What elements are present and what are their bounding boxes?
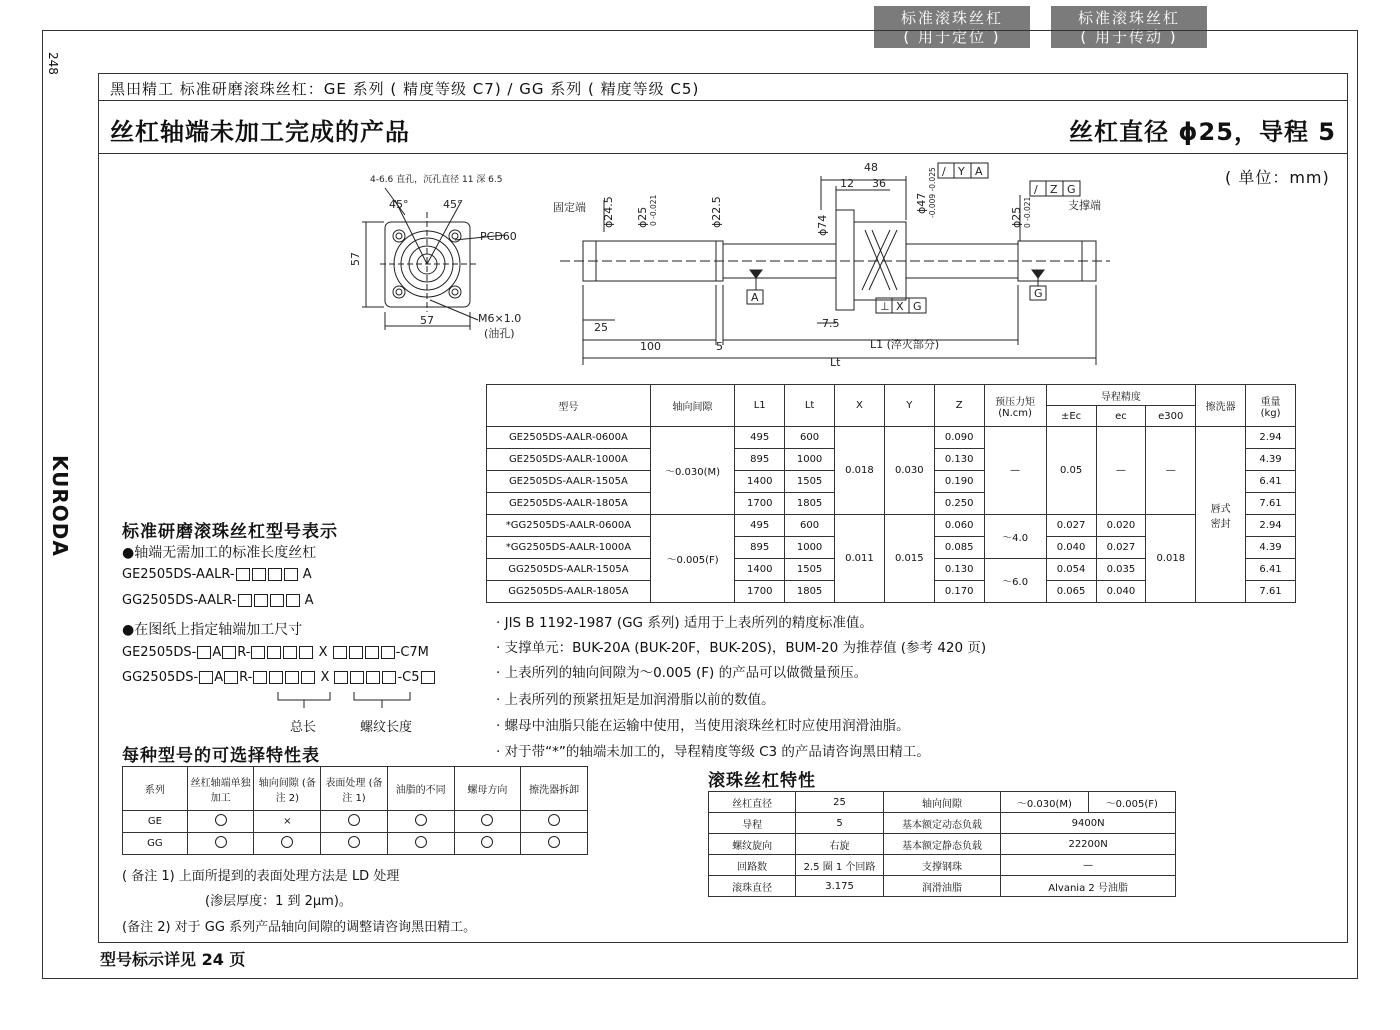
features-title: 滚珠丝杠特性 (708, 771, 816, 791)
oil-hole-label: M6×1.0 (478, 312, 522, 325)
remark: ( 备注 1) 上面所提到的表面处理方法是 LD 处理 (122, 869, 400, 884)
tolerance-label: 0 -0.021 (1023, 196, 1032, 228)
page-number: 248 (46, 52, 60, 75)
table-row: *GG2505DS-AALR-1000A 895 1000 0.085 0.040 0.027 4.39 (487, 537, 1296, 559)
tab-transmission-line1: 标准滚珠丝杠 (1077, 9, 1180, 27)
angle-label: 45° (389, 198, 409, 211)
tab-transmission-line2: ( 用于传动 ) (1080, 28, 1178, 46)
svg-text:G: G (1067, 183, 1076, 196)
table-row: *GG2505DS-AALR-0600A ～0.005(F) 495 600 0.011 0.015 0.060 ～4.0 0.027 0.020 0.018 2.94 (487, 515, 1296, 537)
divider (98, 153, 1348, 154)
unit-label: ( 单位：mm) (1225, 168, 1330, 187)
dim-label: ϕ47 (915, 192, 928, 214)
spec-table: 型号 轴向间隙 L1 Lt X Y Z 预压力矩 (N.cm) 导程精度 擦洗器 重量 (kg) ±Ec ec e300 GE2505DS-AALR-0600A ～0.030(M) 495 600 0.018 0.030 0.090 — 0.05 — — 唇式密封 2.94 GE2505DS-AALR-1000A 895 1000 0.130 4.39 GE2505DS-AALR-1505A 1400 1505 0.190 6.41 GE2505DS-AALR-1805A 1700 1805 0.250 7.61 *GG2505DS-AALR-0600A ～0.005(F) 495 600 0.011 0.015 0.060 ～4.0 0.027 0.020 0.018 2.94 *GG2505DS-AALR-1000A 895 1000 0.085 0.040 0.027 4.39 GG2505DS-AALR-1505A 1400 1505 0.130 ～6.0 0.054 0.035 6.41 GG2505DS-AALR-1805A 1700 1805 0.170 0.065 0.040 7.61 (486, 384, 1296, 603)
dim-label: ϕ22.5 (710, 196, 723, 228)
dim-label: 25 (594, 321, 608, 334)
model-code-sub: ●在图纸上指定轴端加工尺寸 (122, 622, 303, 638)
series-line: 黑田精工 标准研磨滚珠丝杠：GE 系列 ( 精度等级 C7) / GG 系列 ( 精度等级 C5) (110, 80, 700, 98)
table-row: GG2505DS-AALR-1505A 1400 1505 0.130 ～6.0 0.054 0.035 6.41 (487, 559, 1296, 581)
svg-text:⊥: ⊥ (880, 300, 890, 313)
dim-label: 100 (640, 340, 661, 353)
tolerance-label: -0.009 -0.025 (928, 167, 937, 218)
support-end-label: 支撑端 (1068, 199, 1101, 212)
note: · 上表所列的预紧扭矩是加润滑脂以前的数值。 (496, 692, 775, 708)
dim-label: ϕ25 (1010, 206, 1023, 228)
dim-label: 5 (716, 340, 723, 353)
options-title: 每种型号的可选择特性表 (122, 746, 320, 766)
tab-positioning-line1: 标准滚珠丝杠 (900, 9, 1003, 27)
table-row: 螺纹旋向 右旋 基本额定静态负载 22200N (709, 834, 1176, 855)
dim-label: ϕ24.5 (602, 196, 615, 228)
dim-label: ϕ25 (636, 206, 649, 228)
model-code-line: GE2505DS- A R- X -C7M (122, 645, 429, 660)
dim-label: 12 (840, 177, 854, 190)
table-row: GG (123, 833, 588, 855)
label-thread: 螺纹长度 (360, 720, 413, 735)
label-total: 总长 (290, 720, 317, 735)
dim-label: 57 (349, 252, 362, 266)
divider (98, 100, 1348, 101)
dim-label: 57 (420, 314, 434, 327)
model-code-line: GG2505DS-AALR- A (122, 593, 314, 608)
svg-text:∕: ∕ (942, 165, 946, 178)
model-code-line: GE2505DS-AALR- A (122, 567, 312, 582)
model-code-line: GG2505DS- A R- X -C5 (122, 670, 436, 685)
note: · 螺母中油脂只能在运输中使用，当使用滚珠丝杠时应使用润滑油脂。 (496, 718, 910, 734)
note: · JIS B 1192-1987 (GG 系列) 适用于上表所列的精度标准值。 (496, 615, 873, 631)
table-row: 回路数 2.5 圈 1 个回路 支撑钢珠 — (709, 855, 1176, 876)
fixed-end-label: 固定端 (553, 201, 586, 214)
table-row: GE2505DS-AALR-1000A 895 1000 0.130 4.39 (487, 449, 1296, 471)
angle-label: 45° (443, 198, 463, 211)
dim-label: 36 (872, 177, 886, 190)
footer-note: 型号标示详见 24 页 (100, 950, 246, 969)
dim-label: ϕ74 (816, 214, 829, 236)
model-code-sub: ●轴端无需加工的标准长度丝杠 (122, 545, 317, 561)
note: · 上表所列的轴向间隙为～0.005 (F) 的产品可以做微量预压。 (496, 665, 868, 681)
datum-g: G (1034, 287, 1043, 300)
table-row: GE2505DS-AALR-1805A 1700 1805 0.250 7.61 (487, 493, 1296, 515)
table-row: GG2505DS-AALR-1805A 1700 1805 0.170 0.065 0.040 7.61 (487, 581, 1296, 603)
table-row: 丝杠直径 25 轴向间隙 ～0.030(M) ～0.005(F) (709, 792, 1176, 813)
svg-text:Z: Z (1050, 183, 1058, 196)
dim-label: 7.5 (822, 317, 840, 330)
model-code-title: 标准研磨滚珠丝杠型号表示 (122, 522, 338, 542)
table-row: GE2505DS-AALR-1505A 1400 1505 0.190 6.41 (487, 471, 1296, 493)
page-title: 丝杠轴端未加工完成的产品 (110, 118, 410, 146)
spec-title: 丝杠直径 ϕ25，导程 5 (1069, 118, 1336, 146)
oil-hole-note: (油孔) (484, 327, 515, 340)
table-row: GE2505DS-AALR-0600A ～0.030(M) 495 600 0.018 0.030 0.090 — 0.05 — — 唇式密封 2.94 (487, 427, 1296, 449)
options-table: 系列 丝杠轴端单独加工 轴向间隙 (备注 2) 表面处理 (备注 1) 油脂的不同 螺母方向 擦洗器拆卸 GE × GG (122, 766, 588, 855)
table-row: 导程 5 基本额定动态负载 9400N (709, 813, 1176, 834)
svg-text:G: G (913, 300, 922, 313)
lt-label: Lt (830, 356, 841, 369)
svg-text:X: X (896, 300, 904, 313)
table-row: GE × (123, 811, 588, 833)
table-row: 滚珠直径 3.175 润滑油脂 Alvania 2 号油脂 (709, 876, 1176, 897)
note: · 对于带“*”的轴端未加工的，导程精度等级 C3 的产品请咨询黑田精工。 (496, 744, 930, 760)
l1-label: L1 (淬火部分) (870, 338, 940, 351)
technical-drawing (340, 160, 1140, 375)
tolerance-label: 0 -0.021 (649, 194, 658, 226)
remark: (渗层厚度：1 到 2μm)。 (205, 894, 352, 909)
svg-text:A: A (975, 165, 983, 178)
dim-label: 48 (864, 161, 878, 174)
pcd-label: PCD60 (480, 230, 517, 243)
remark: (备注 2) 对于 GG 系列产品轴向间隙的调整请咨询黑田精工。 (122, 920, 477, 935)
svg-text:∕: ∕ (1034, 183, 1038, 196)
brand-logo: KURODA (48, 455, 72, 557)
hole-note: 4-6.6 直孔，沉孔直径 11 深 6.5 (370, 175, 503, 185)
tab-positioning-line2: ( 用于定位 ) (903, 28, 1001, 46)
features-table (708, 791, 1176, 897)
note: · 支撑单元：BUK-20A (BUK-20F，BUK-20S)，BUM-20 为推荐值 (参考 420 页) (496, 640, 987, 656)
svg-text:Y: Y (958, 165, 965, 178)
datum-a: A (751, 291, 759, 304)
